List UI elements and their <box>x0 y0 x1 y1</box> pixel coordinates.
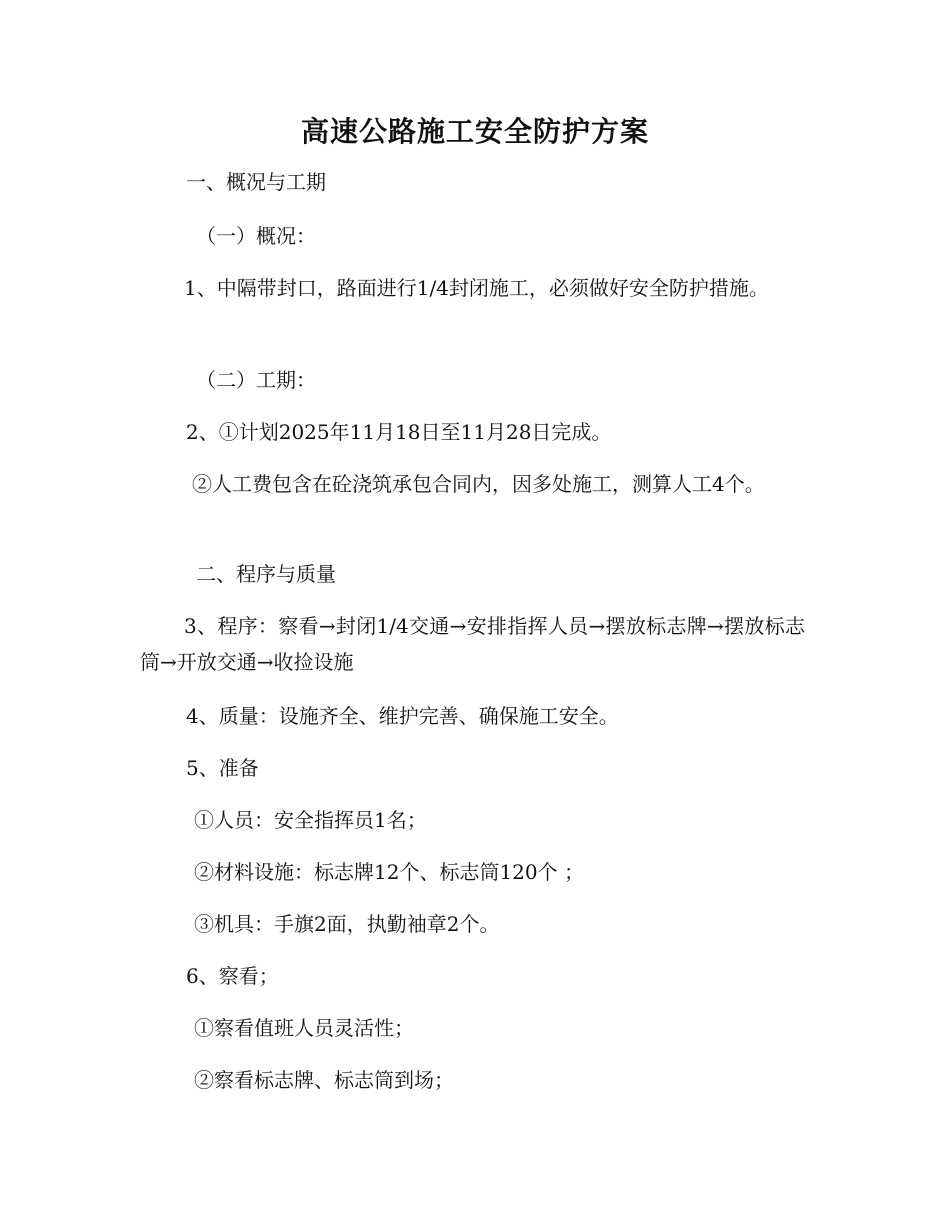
paragraph-item-2-labor: ②人工费包含在砼浇筑承包合同内，因多处施工，测算人工4个。 <box>192 472 765 496</box>
subheading-schedule: （二）工期： <box>196 368 316 392</box>
paragraph-item-4: 4、质量：设施齐全、维护完善、确保施工安全。 <box>186 704 619 728</box>
paragraph-item-3: 3、程序：察看→封闭1/4交通→安排指挥人员→摆放标志牌→摆放标志筒→开放交通→收捡设施 <box>140 614 805 674</box>
paragraph-item-5: 5、准备 <box>186 756 259 780</box>
list-item-check-staff: ①察看值班人员灵活性； <box>194 1016 414 1040</box>
document-title: 高速公路施工安全防护方案 <box>300 115 649 148</box>
subheading-overview: （一）概况： <box>196 224 316 248</box>
list-item-materials: ②材料设施：标志牌12个、标志筒120个 ； <box>194 860 584 884</box>
paragraph-item-6: 6、察看； <box>186 964 279 988</box>
list-item-personnel: ①人员：安全指挥员1名； <box>194 808 427 832</box>
section-heading-procedure: 二、程序与质量 <box>196 562 336 586</box>
section-heading-overview: 一、概况与工期 <box>186 170 326 194</box>
list-item-tools: ③机具：手旗2面，执勤袖章2个。 <box>194 912 500 936</box>
list-item-check-signs: ②察看标志牌、标志筒到场； <box>194 1068 454 1092</box>
paragraph-item-1: 1、中隔带封口，路面进行1/4封闭施工，必须做好安全防护措施。 <box>184 276 769 300</box>
paragraph-item-2: 2、①计划2025年11月18日至11月28日完成。 <box>186 420 612 444</box>
